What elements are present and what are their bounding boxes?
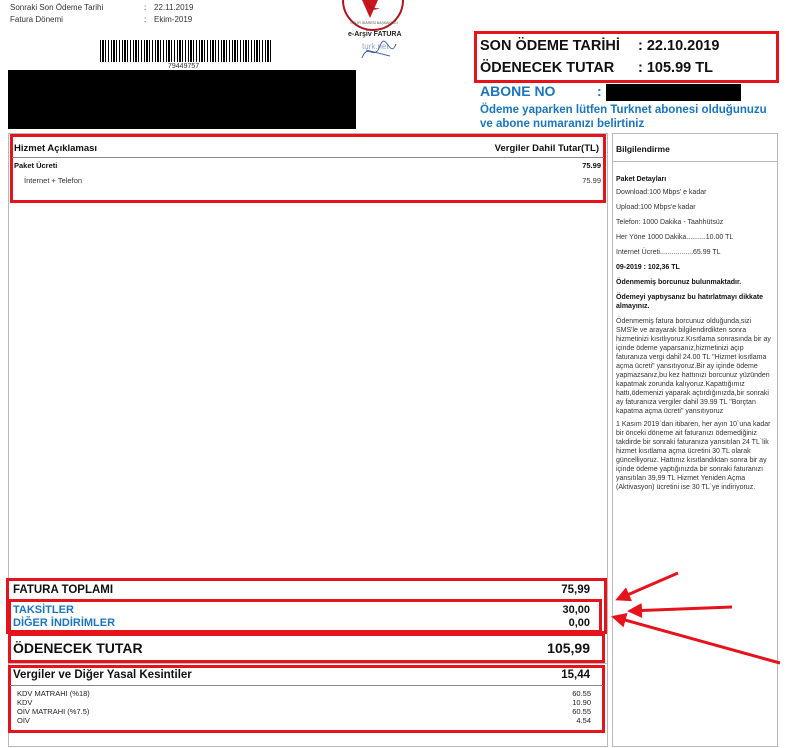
- taxes-header-line: [10, 685, 603, 686]
- services-header-line: [12, 157, 604, 158]
- next-due-label: Sonraki Son Ödeme Tarihi: [10, 3, 104, 12]
- taxes-divider: [8, 663, 608, 664]
- redacted-address-block: [8, 70, 356, 129]
- col-desc: Hizmet Açıklaması: [14, 143, 98, 154]
- side-title: Bilgilendirme: [616, 144, 670, 154]
- son-odeme-value: : 22.10.2019: [638, 38, 720, 54]
- barcode-number: 79449757: [168, 63, 200, 70]
- payment-note: Ödeme yaparken lütfen Turknet abonesi olduğunuzu ve abone numaranızı belirtiniz: [480, 104, 767, 130]
- abone-sep: :: [597, 83, 602, 99]
- info-paragraph-2: 1 Kasım 2019`dan itibaren, her ayın 10`una kadar bir önceki döneme ait faturanızı ödemediğiniz takdirde bir sonraki faturanıza yansıtılan 24 TL`lik hizmet kısıtlama açma ücretini 30 TL olarak güncelliyoruz. Hattınız kısıtlandıktan sonra bir ay içinde ödeme yaptığınızda bir sonraki faturanızı yansıtılan 39,99 TL Hizmet Yeniden Açma (Aktivasyon) ücretini ise 30 TL`ye indiriyoruz.: [616, 421, 771, 491]
- period-total-line: 09-2019 : 102,36 TL: [616, 264, 680, 271]
- barcode: [100, 40, 272, 62]
- taksitler-label: TAKSİTLER: [13, 604, 74, 616]
- next-due-value: 22.11.2019: [154, 3, 194, 12]
- odenecek-value: : 105.99 TL: [638, 60, 713, 76]
- internet-fee-line: Internet Ücreti.................65.99 TL: [616, 249, 721, 256]
- paid-note-line: Ödemeyi yaptıysanız bu hatırlatmayı dikkate almayınız.: [616, 294, 764, 310]
- col-amount: Vergiler Dahil Tutar(TL): [494, 143, 599, 154]
- package-label: Paket Ücreti: [14, 161, 58, 170]
- gib-seal-icon: [340, 0, 406, 34]
- fatura-toplami-label: FATURA TOPLAMI: [13, 584, 114, 596]
- side-divider: [612, 161, 778, 162]
- package-value: 75.99: [582, 161, 601, 170]
- info-paragraph-1: Ödenmemiş fatura borcunuz olduğunda,sizi SMS'le ve arayarak bilgilendirdikten sonra hizmetinizi kısıtlıyoruz.Kısıtlama sonrasında bir ay içinde ödeme yaparsanız,hizmetinizi açıp faturanıza vergi dahil 24.00 TL "Hizmet kısıtlama açma ücreti" yansıtıyoruz.Bir ay içinde ödeme yapmazsanız,bu kez hattınızı borcunuz yüzünden kapatmak zorunda kalıyoruz.Kapattığımız hattı,ödemenizi yaparak açtırdığınızda,bir sonraki ay faturanıza vergiler dahil 39.99 TL "Borçtan kapatma açma ücreti" yansıtıyoruz: [616, 318, 771, 415]
- tax-row: KDV MATRAHI (%18) 60.55: [17, 689, 591, 698]
- odenecek-total-label: ÖDENECEK TUTAR: [13, 640, 143, 656]
- diger-value: 0,00: [568, 617, 590, 629]
- vergiler-value: 15,44: [561, 669, 590, 681]
- period-label: Fatura Dönemi: [10, 15, 63, 24]
- son-odeme-label: SON ÖDEME TARİHİ: [480, 38, 620, 54]
- next-due-sep: :: [144, 3, 147, 12]
- tax-row: OİV MATRAHI (%7.5) 60.55: [17, 707, 591, 716]
- earsiv-label: e-Arşiv FATURA: [348, 31, 402, 38]
- arrow-icon: [630, 607, 732, 611]
- turknet-logo-text: turk.net: [362, 42, 389, 51]
- period-sep: :: [144, 15, 147, 24]
- upload-line: Upload:100 Mbps'e kadar: [616, 204, 696, 211]
- signature-icon: [360, 36, 400, 66]
- her-yone-line: Her Yöne 1000 Dakika..........10.00 TL: [616, 234, 734, 241]
- item-value: 75.99: [582, 176, 601, 185]
- redacted-abone-no: [606, 84, 741, 101]
- package-details-heading: Paket Detayları: [616, 176, 667, 183]
- phone-line: Telefon: 1000 Dakika - Taahhütsüz: [616, 219, 724, 226]
- fatura-toplami-value: 75,99: [561, 584, 590, 596]
- odenecek-total-value: 105,99: [547, 640, 590, 656]
- side-content: [616, 175, 772, 496]
- download-line: Download:100 Mbps' e kadar: [616, 189, 707, 196]
- odenecek-label: ÖDENECEK TUTAR: [480, 60, 615, 76]
- tax-row: KDV 10.90: [17, 698, 591, 707]
- arrow-icon: [614, 617, 780, 663]
- vergiler-label: Vergiler ve Diğer Yasal Kesintiler: [13, 669, 192, 681]
- tax-row: OİV 4.54: [17, 716, 591, 725]
- period-value: Ekim-2019: [154, 15, 193, 24]
- annotation-arrows: [600, 565, 786, 675]
- seal-text: GELİR İDARESİ BAŞKANLIĞI: [350, 21, 398, 25]
- taksitler-value: 30,00: [562, 604, 590, 616]
- diger-label: DİĞER İNDİRİMLER: [13, 617, 116, 629]
- abone-label: ABONE NO: [480, 83, 556, 99]
- arrow-icon: [618, 573, 678, 599]
- no-debt-line: Ödenmemiş borcunuz bulunmaktadır.: [616, 279, 742, 286]
- item-label: İnternet + Telefon: [24, 176, 83, 185]
